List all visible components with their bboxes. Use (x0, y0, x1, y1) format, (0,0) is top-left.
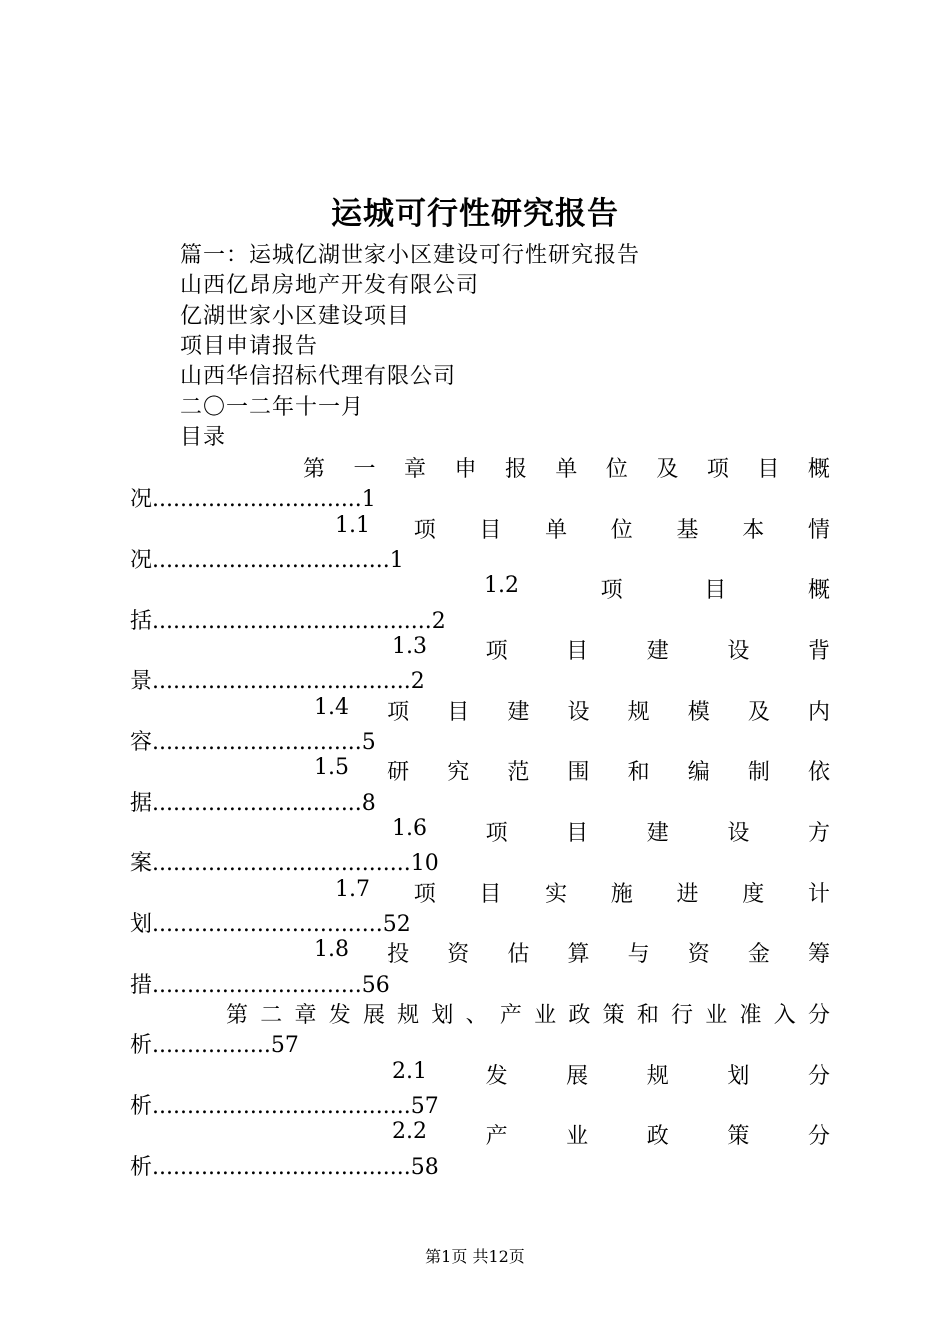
toc-entry-word: 展 (566, 1064, 589, 1089)
toc-entry-tail: 析.................57 (130, 1033, 299, 1058)
toc-entry-word: 设 (567, 700, 590, 725)
project-line: 亿湖世家小区建设项目 (180, 304, 411, 329)
toc-entry-word: 本 (742, 518, 765, 543)
toc-entry-word: 投 (387, 942, 410, 967)
toc-entry-word: 业 (566, 1124, 589, 1149)
toc-entry-word: 划 (727, 1064, 750, 1089)
toc-entry-word: 估 (507, 942, 530, 967)
toc-entry-word: 第 (226, 1003, 249, 1028)
toc-entry-word: 及 (747, 700, 770, 725)
toc-entry-word: 发 (485, 1064, 508, 1089)
toc-entry-word: 规 (646, 1064, 669, 1089)
toc-entry-word: 1.3 (392, 634, 427, 659)
toc-entry-word: 与 (627, 942, 650, 967)
toc-entry-word: 一 (353, 457, 376, 482)
toc-entry-word: 项 (485, 639, 508, 664)
toc-entry-word: 准 (739, 1003, 762, 1028)
toc-entry-tail: 析.....................................58 (130, 1155, 439, 1180)
toc-entry-word: 进 (676, 882, 699, 907)
toc-entry-tail: 况..................................1 (130, 548, 404, 573)
toc-entry-word: 设 (727, 639, 750, 664)
toc-entry-word: 背 (807, 639, 830, 664)
toc-entry-word: 项 (413, 882, 436, 907)
toc-entry-head (392, 1119, 830, 1150)
toc-entry-word: 项 (600, 578, 623, 603)
toc-entry-word: 目 (447, 700, 470, 725)
toc-entry-word: 内 (807, 700, 830, 725)
toc-entry-word: 业 (534, 1003, 557, 1028)
toc-entry-word: 划 (431, 1003, 454, 1028)
toc-entry-head (392, 816, 830, 847)
toc-entry-word: 发 (328, 1003, 351, 1028)
document-title: 运城可行性研究报告 (331, 196, 619, 232)
toc-entry-word: 目 (479, 518, 502, 543)
toc-entry-word: 规 (627, 700, 650, 725)
toc-entry-word: 1.4 (314, 695, 349, 720)
toc-entry-word: 2.1 (392, 1059, 427, 1084)
toc-entry-head (392, 634, 830, 665)
toc-entry-word: 研 (387, 760, 410, 785)
toc-entry-head (484, 573, 830, 604)
toc-entry-word: 目 (566, 821, 589, 846)
toc-entry-word: 行 (671, 1003, 694, 1028)
toc-entry-word: 二 (260, 1003, 283, 1028)
subtitle-line: 篇一：运城亿湖世家小区建设可行性研究报告 (180, 243, 641, 268)
toc-entry-word: 和 (636, 1003, 659, 1028)
toc-entry-word: 政 (646, 1124, 669, 1149)
toc-entry-head (226, 998, 830, 1029)
toc-entry-word: 单 (545, 518, 568, 543)
toc-entry-word: 、 (465, 1003, 488, 1028)
toc-entry-head (314, 755, 830, 786)
page-footer: 第1页 共12页 (425, 1247, 525, 1266)
toc-entry-word: 第 (303, 457, 326, 482)
toc-entry-head (392, 1059, 830, 1090)
toc-entry-word: 和 (627, 760, 650, 785)
toc-entry-word: 项 (413, 518, 436, 543)
toc-entry-word: 2.2 (392, 1119, 427, 1144)
toc-entry-word: 1.5 (314, 755, 349, 780)
toc-entry-word: 筹 (807, 942, 830, 967)
toc-entry-head (335, 877, 830, 908)
toc-entry-word: 位 (605, 457, 628, 482)
toc-entry-head (314, 695, 830, 726)
toc-entry-word: 及 (656, 457, 679, 482)
toc-entry-word: 施 (610, 882, 633, 907)
toc-entry-word: 规 (397, 1003, 420, 1028)
toc-entry-word: 编 (687, 760, 710, 785)
toc-entry-word: 1.6 (392, 816, 427, 841)
toc-entry-head (335, 513, 830, 544)
toc-entry-word: 项 (387, 700, 410, 725)
toc-entry-word: 基 (676, 518, 699, 543)
agency-line: 山西华信招标代理有限公司 (180, 364, 457, 389)
toc-entry-word: 分 (807, 1124, 830, 1149)
toc-entry-word: 设 (727, 821, 750, 846)
toc-entry-tail: 案.....................................10 (130, 851, 439, 876)
toc-entry-tail: 容..............................5 (130, 730, 376, 755)
toc-entry-word: 策 (602, 1003, 625, 1028)
toc-entry-word: 展 (362, 1003, 385, 1028)
toc-entry-word: 报 (504, 457, 527, 482)
toc-entry-word: 方 (807, 821, 830, 846)
toc-entry-word: 范 (507, 760, 530, 785)
toc-entry-word: 1.2 (484, 573, 519, 598)
toc-entry-word: 计 (807, 882, 830, 907)
toc-entry-word: 资 (687, 942, 710, 967)
toc-entry-word: 建 (507, 700, 530, 725)
toc-entry-word: 项 (485, 821, 508, 846)
toc-entry-tail: 括........................................2 (130, 609, 446, 634)
toc-entry-word: 情 (807, 518, 830, 543)
toc-entry-tail: 况..............................1 (130, 487, 376, 512)
toc-entry-word: 申 (454, 457, 477, 482)
toc-entry-word: 产 (485, 1124, 508, 1149)
toc-entry-word: 资 (447, 942, 470, 967)
toc-entry-word: 位 (610, 518, 633, 543)
toc-entry-word: 分 (807, 1003, 830, 1028)
toc-entry-word: 1.1 (335, 513, 370, 538)
toc-entry-word: 实 (545, 882, 568, 907)
toc-heading: 目录 (180, 425, 227, 450)
toc-entry-word: 度 (742, 882, 765, 907)
toc-entry-tail: 措..............................56 (130, 973, 390, 998)
toc-entry-word: 目 (479, 882, 502, 907)
toc-entry-word: 章 (403, 457, 426, 482)
toc-entry-word: 1.7 (335, 877, 370, 902)
toc-entry-tail: 据..............................8 (130, 791, 376, 816)
toc-entry-tail: 景.....................................2 (130, 669, 425, 694)
toc-entry-word: 政 (568, 1003, 591, 1028)
toc-entry-word: 目 (704, 578, 727, 603)
toc-entry-word: 业 (705, 1003, 728, 1028)
date-line: 二〇一二年十一月 (180, 395, 365, 420)
toc-entry-word: 建 (646, 821, 669, 846)
toc-entry-word: 金 (747, 942, 770, 967)
toc-entry-word: 章 (294, 1003, 317, 1028)
toc-entry-word: 入 (773, 1003, 796, 1028)
toc-entry-word: 依 (807, 760, 830, 785)
toc-entry-word: 目 (566, 639, 589, 664)
toc-entry-word: 建 (646, 639, 669, 664)
report-type-line: 项目申请报告 (180, 334, 319, 359)
toc-entry-word: 围 (567, 760, 590, 785)
toc-entry-word: 目 (757, 457, 780, 482)
toc-entry-word: 分 (807, 1064, 830, 1089)
toc-entry-word: 模 (687, 700, 710, 725)
toc-entry-word: 产 (499, 1003, 522, 1028)
toc-entry-word: 制 (747, 760, 770, 785)
toc-entry-word: 概 (807, 457, 830, 482)
toc-entry-word: 概 (807, 578, 830, 603)
toc-entry-head (303, 452, 830, 483)
company-line: 山西亿昂房地产开发有限公司 (180, 273, 480, 298)
toc-entry-head (314, 937, 830, 968)
toc-entry-tail: 析.....................................57 (130, 1094, 439, 1119)
toc-entry-word: 算 (567, 942, 590, 967)
toc-entry-word: 项 (706, 457, 729, 482)
toc-entry-word: 1.8 (314, 937, 349, 962)
toc-entry-word: 究 (447, 760, 470, 785)
toc-entry-word: 单 (555, 457, 578, 482)
toc-entry-tail: 划.................................52 (130, 912, 411, 937)
toc-entry-word: 策 (727, 1124, 750, 1149)
